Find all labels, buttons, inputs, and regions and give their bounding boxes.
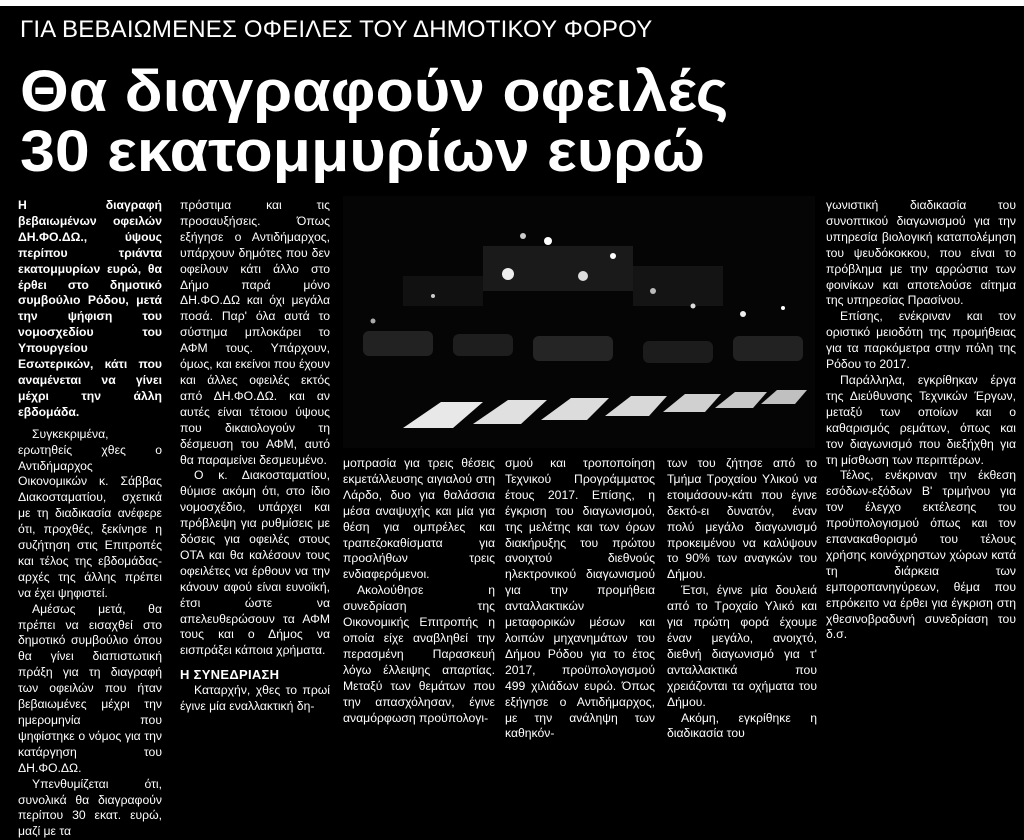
section-subhead: Η ΣΥΝΕΔΡΙΑΣΗ bbox=[180, 667, 280, 683]
paragraph: πρόστιμα και τις προσαυξήσεις. Όπως εξήγησε ο Αντιδήμαρχος, υπάρχουν δημότες που δεν οφείλουν κάτι άλλο στο Δήμο παρά μόνο ΔΗ.ΦΟ.ΔΩ και όχι μεγάλα ποσά. Παρ' όλα αυτά το σύστημα μπλοκάρει το ΑΦΜ τους. Υπάρχουν, όμως, και εκείνοι που έχουν και άλλες οφειλές εκτός από ΔΗ.ΦΟ.ΔΩ. και αν αυτές είναι τέτοιου ύψους που δικαιολογούν τη δέσμευση του ΑΦΜ, αυτό θα παραμείνει δεσμευμένο. bbox=[180, 198, 330, 467]
paragraph: Καταρχήν, χθες το πρωί έγινε μία εναλλακτική δη- bbox=[180, 683, 330, 714]
paragraph: Ακολούθησε η συνεδρίαση της Οικονομικής Επιτροπής η οποία είχε αναβληθεί την περασμένη Παρασκευή λόγω έλλειψης απαρτίας. Μεταξύ των θεμάτων που την απασχόλησαν, έγινε αναμόρφωση προϋπολογι- bbox=[343, 583, 495, 725]
column-1 bbox=[18, 198, 162, 840]
paragraph: Ακόμη, εγκρίθηκε η διαδικασία του bbox=[667, 710, 817, 741]
lead-paragraph: Η διαγραφή βεβαιωμένων οφειλών ΔΗ.ΦΟ.ΔΩ., ύψους περίπου τριάντα εκατομμυρίων ευρώ, θα έρθει στο δημοτικό συμβούλιο Ρόδου, μετά την ψήφιση του νομοσχεδίου του Υπουργείου Εσωτερικών, κάτι που αναμένεται να γίνει μέχρι την άλλη εβδομάδα. bbox=[18, 198, 162, 419]
paragraph: γωνιστική διαδικασία του συνοπτικού διαγωνισμού για την υπηρεσία βιολογική καταπολέμηση του ψευδόκοκκου, που είναι το πρόβλημα με την αρρώστια των φοινίκων και αποτελούσε αίτημα της υπηρεσίας Πρασίνου. bbox=[826, 198, 1016, 308]
paragraph: Αμέσως μετά, θα πρέπει να εισαχθεί στο δημοτικό συμβούλιο όπου θα γίνει διαπιστωτική πράξη για τη διαγραφή των οφειλών που ήταν βεβαιωμένες μέχρι την ημερομηνία που ψηφίστηκε ο νόμος για την κατάργηση του ΔΗ.ΦΟ.ΔΩ. bbox=[18, 601, 162, 775]
city-night-street-photo bbox=[343, 196, 815, 448]
column-2 bbox=[180, 198, 330, 715]
paragraph: Συγκεκριμένα, ερωτηθείς χθες ο Αντιδήμαρχος Οικονομικών κ. Σάββας Διακοσταματίου, σχετικά με τη διαδικασία ανέφερε ότι, προχθές, ξεκίνησε η συζήτηση στις Επιτροπές και τέλος της εβδομάδας-αρχές της άλλης πρέπει να έχει ψηφιστεί. bbox=[18, 426, 162, 600]
top-rule bbox=[0, 0, 1024, 6]
paragraph: Ο κ. Διακοσταματίου, θύμισε ακόμη ότι, στο ίδιο νομοσχέδιο, υπάρχει και πρόβλεψη για ρυθμίσεις με δόσεις για οφειλές στους ΟΤΑ και θα καλέσουν τους οφειλέτες να έρθουν να την κάνουν αφού είναι ευνοϊκή, έτσι ώστε να απελευθερώσουν τα ΑΦΜ τους και ο Δήμος να εισπράξει κάποια χρήματα. bbox=[180, 468, 330, 658]
paragraph: Επίσης, ενέκριναν και τον οριστικό μειοδότη της προμήθειας για τα παρκόμετρα στην πόλη της Ρόδου το 2017. bbox=[826, 309, 1016, 372]
paragraph: των του ζήτησε από το Τμήμα Τροχαίου Υλικού να ετοιμάσουν-κάτι που έγινε δεκτό-ει δυνατόν, έναν πολύ μεγάλο διαγωνισμό προκειμένου να καλύψουν το 90% των αναγκών του Δήμου. bbox=[667, 456, 817, 582]
paragraph: Τέλος, ενέκριναν την έκθεση εσόδων-εξόδων Β' τριμήνου για τον έλεγχο εκτέλεσης του προϋπολογισμού όπως και τον επανακαθορισμό του τέλους χρήσης κοινόχρηστων χώρων κατά τη διάρκεια των εμποροπανηγύρεων, θέμα που επρόκειτο να έρθει για έγκριση στη χθεσινοβραδυνή συνεδρίαση του δ.σ. bbox=[826, 468, 1016, 642]
headline-line-2: 30 εκατομμυρίων ευρώ bbox=[20, 119, 705, 184]
headline-line-1: Θα διαγραφούν οφειλές bbox=[20, 59, 729, 124]
paragraph: σμού και τροποποίηση Τεχνικού Προγράμματος έτους 2017. Επίσης, η έγκριση του διαγωνισμού, της μελέτης και των όρων διακήρυξης του πρώτου ανοιχτού διεθνούς ηλεκτρονικού διαγωνισμού για την προμήθεια ανταλλακτικών μεταφορικών μέσων και λοιπών μηχανημάτων του Δήμου Ρόδου για το έτος 2017, προϋπολογισμού 499 χιλιάδων ευρώ. Όπως εξήγησε ο Αντιδήμαρχος, με την ανάληψη των καθηκόν- bbox=[505, 456, 655, 741]
column-6 bbox=[826, 198, 1016, 643]
paragraph: μοπρασία για τρεις θέσεις εκμετάλλευσης αιγιαλού στη Λάρδο, δυο για θαλάσσια μέσα αναψυχής και μία για θέση για ομπρέλες και τραπεζοκαθίσματα για προσλήθων τρεις ενδιαφερόμενοι. bbox=[343, 456, 495, 582]
column-5 bbox=[667, 456, 817, 742]
column-4 bbox=[505, 456, 655, 742]
paragraph: Έτσι, έγινε μία δουλειά από το Τροχαίο Υλικό και για πρώτη φορά έχουμε έναν μεγάλο, ανοιχτό, διεθνή διαγωνισμό για τ' ανταλλακτικά που χρειάζονται τα οχήματα του Δήμου. bbox=[667, 583, 817, 709]
paragraph: Υπενθυμίζεται ότι, συνολικά θα διαγραφούν περίπου 30 εκατ. ευρώ, μαζί με τα bbox=[18, 776, 162, 839]
kicker: ΓΙΑ ΒΕΒΑΙΩΜΕΝΕΣ ΟΦΕΙΛΕΣ ΤΟΥ ΔΗΜΟΤΙΚΟΥ ΦΟΡΟΥ bbox=[20, 16, 653, 43]
paragraph: Παράλληλα, εγκρίθηκαν έργα της Διεύθυνσης Τεχνικών Έργων, μεταξύ των οποίων και ο καθαρισμός ρεμάτων, όπως και τον διαγωνισμό που διεξήχθη για τη μίσθωση των περιπτέρων. bbox=[826, 372, 1016, 467]
